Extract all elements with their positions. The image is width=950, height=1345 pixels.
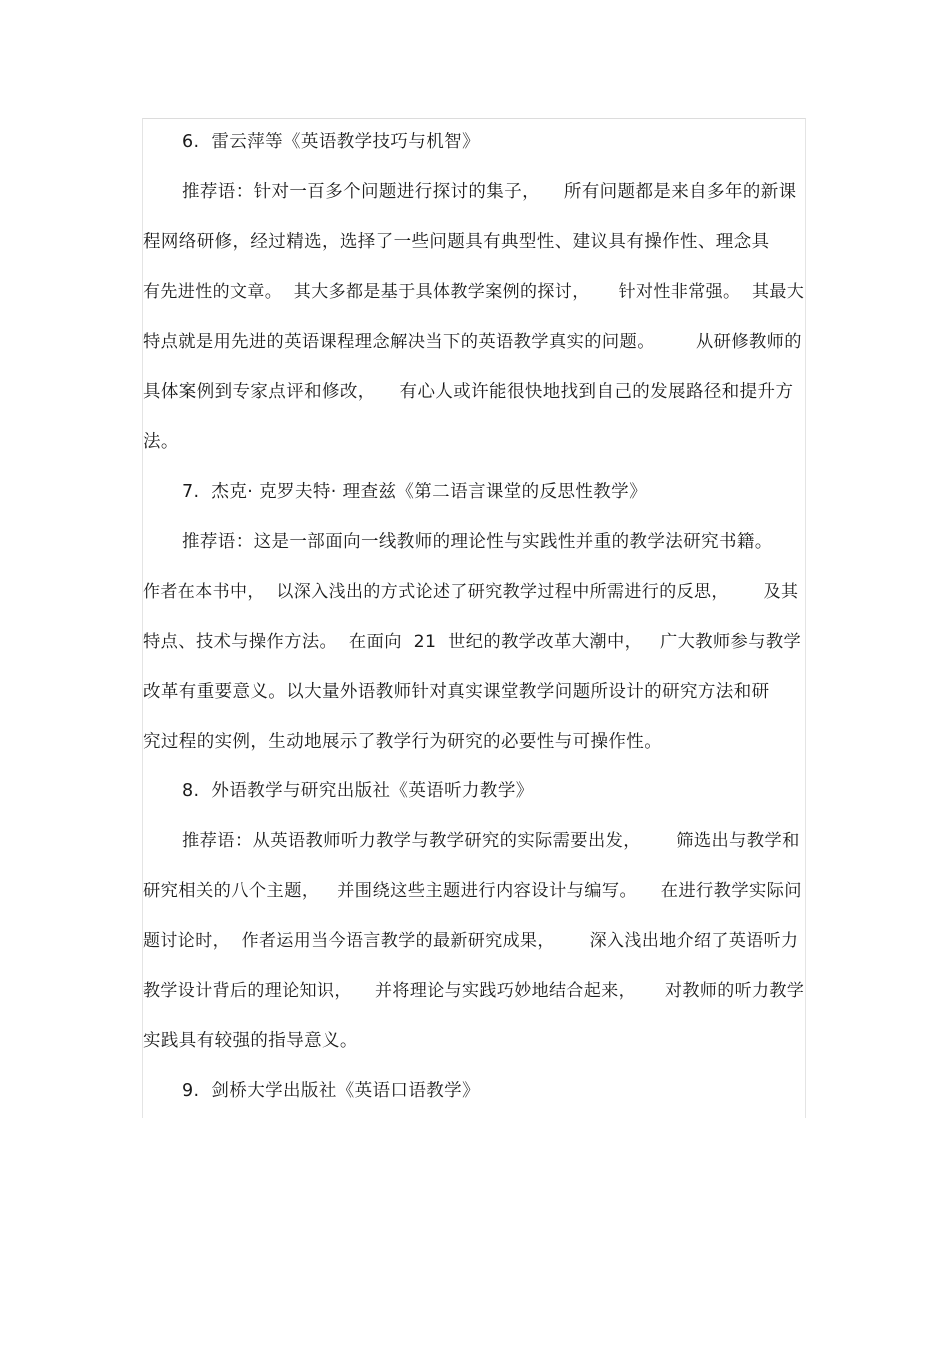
paragraph-line: 改革有重要意义。以大量外语教师针对真实课堂教学问题所设计的研究方法和研 [143,682,770,702]
paragraph-line: 究过程的实例，生动地展示了教学行为研究的必要性与可操作性。 [143,732,663,752]
heading-item-6: 6. 雷云萍等《英语教学技巧与机智》 [182,132,480,152]
paragraph-line: 有先进性的文章。 其大多都是基于具体教学案例的探讨， 针对性非常强。 其最大 [143,282,805,302]
page-frame [142,118,806,1118]
heading-item-8: 8. 外语教学与研究出版社《英语听力教学》 [182,781,534,801]
paragraph-line: 推荐语：这是一部面向一线教师的理论性与实践性并重的教学法研究书籍。 [182,532,773,552]
paragraph-line: 实践具有较强的指导意义。 [143,1031,358,1051]
paragraph-line: 推荐语：针对一百多个问题进行探讨的集子， 所有问题都是来自多年的新课 [182,182,797,202]
heading-item-7: 7. 杰克· 克罗夫特· 理查兹《第二语言课堂的反思性教学》 [182,482,647,502]
paragraph-line: 具体案例到专家点评和修改， 有心人或许能很快地找到自己的发展路径和提升方 [143,382,794,402]
heading-item-9: 9. 剑桥大学出版社《英语口语教学》 [182,1081,480,1101]
paragraph-line: 作者在本书中， 以深入浅出的方式论述了研究教学过程中所需进行的反思， 及其 [143,582,799,602]
paragraph-line: 特点、技术与操作方法。 在面向 21 世纪的教学改革大潮中， 广大教师参与教学 [143,632,802,652]
paragraph-line: 程网络研修，经过精选，选择了一些问题具有典型性、建议具有操作性、理念具 [143,232,770,252]
paragraph-line: 教学设计背后的理论知识， 并将理论与实践巧妙地结合起来， 对教师的听力教学 [143,981,805,1001]
paragraph-line: 推荐语：从英语教师听力教学与教学研究的实际需要出发， 筛选出与教学和 [182,831,800,851]
paragraph-line: 法。 [143,432,179,452]
paragraph-line: 研究相关的八个主题， 并围绕这些主题进行内容设计与编写。 在进行教学实际问 [143,881,802,901]
paragraph-line: 特点就是用先进的英语课程理念解决当下的英语教学真实的问题。 从研修教师的 [143,332,802,352]
paragraph-line: 题讨论时， 作者运用当今语言教学的最新研究成果， 深入浅出地介绍了英语听力 [143,931,799,951]
